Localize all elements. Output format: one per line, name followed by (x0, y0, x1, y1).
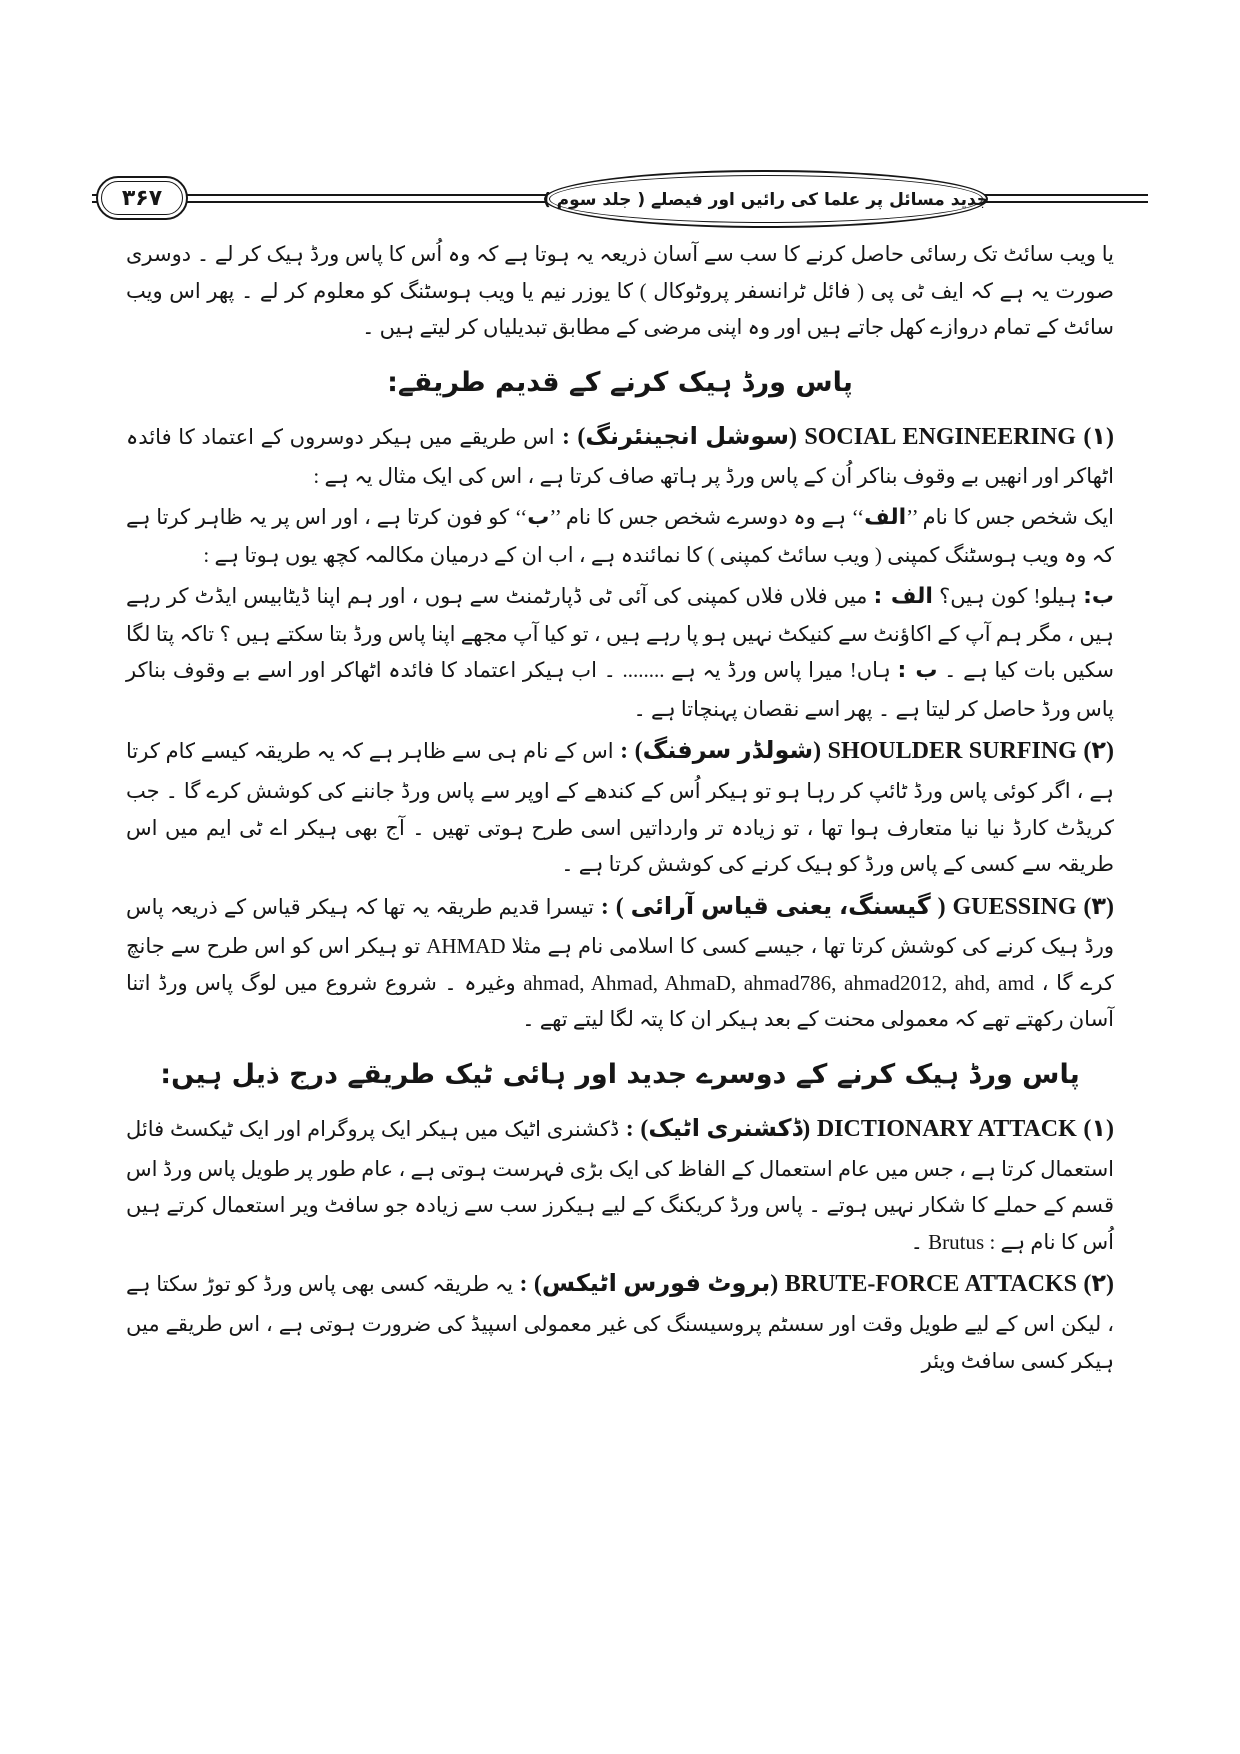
method-item-guessing (126, 887, 1114, 1038)
page-header (92, 172, 1148, 224)
item-text: یہ طریقہ کسی بھی پاس ورڈ کو توڑ سکتا ہے ، لیکن اس کے لیے طویل وقت اور سسٹم پروسیسنگ کی غیر معمولی اسپیڈ کی ضرورت ہوتی ہے ، اس طریقے میں ہیکر کسی سافٹ ویئر (126, 1272, 1114, 1373)
speaker-be-label: ب: (1083, 583, 1114, 609)
method-item-social-engineering (126, 417, 1114, 495)
item-text: ڈکشنری اٹیک میں ہیکر ایک پروگرام اور ایک ٹیکسٹ فائل استعمال کرتا ہے ، جس میں عام استعمال کے الفاظ کی ایک بڑی فہرست ہوتی ہے ، عام طور پر طویل پاس ورڈ اس قسم کے حملے کا شکار نہیں ہوتے ۔ پاس ورڈ کریکنگ کے لیے ہیکرز سب سے زیادہ جو سافٹ ویر استعمال کرتے ہیں اُس کا نام ہے : Brutus ۔ (126, 1116, 1114, 1254)
item-lead: (۲) BRUTE-FORCE ATTACKS (بروٹ فورس اٹیکس) : (513, 1271, 1114, 1298)
method-item-dictionary-attack (126, 1109, 1114, 1260)
dialogue-text: میں فلاں فلاں کمپنی کی آئی ٹی ڈپارٹمنٹ سے ہوں ، اور ہم اپنا ڈیٹابیس ایڈٹ کر رہے ہیں ، مگر ہم آپ کے اکاؤنٹ سے کنیکٹ نہیں ہو پا رہے ہیں ، تو کیا آپ مجھے اپنا پاس ورڈ بتا سکتے ہیں ؟ تاکہ پتا لگا سکیں بات کیا ہے ۔ (126, 583, 1114, 683)
intro-paragraph: یا ویب سائٹ تک رسائی حاصل کرنے کا سب سے آسان ذریعہ یہ ہوتا ہے کہ وہ اُس کا پاس ورڈ ہیک کر لے ۔ دوسری صورت یہ ہے کہ ایف ٹی پی ( فائل ٹرانسفر پروٹوکال ) کا یوزر نیم یا ویب ہوسٹنگ کو معلوم کر لے ۔ پھر اس ویب سائٹ کے تمام دروازے کھل جاتے ہیں اور وہ اپنی مرضی کے مطابق تبدیلیاں کر لیتے ہیں ۔ (126, 242, 1114, 340)
item-lead: (۱) DICTIONARY ATTACK (ڈکشنری اٹیک) : (619, 1115, 1115, 1142)
book-title-oval (544, 170, 988, 228)
example-text: ‘‘ ہے وہ دوسرے شخص جس کا نام ’’ (549, 504, 865, 529)
dialogue-paragraph (126, 578, 1114, 728)
person-alif-label: الف (864, 504, 907, 530)
page-number-badge (96, 176, 188, 220)
book-title: جدید مسائل پر علما کی رائیں اور فیصلے ( جلد سوم ) (542, 189, 990, 210)
dialogue-text: ہیلو! کون ہیں؟ (932, 583, 1084, 608)
section-heading-modern-methods: پاس ورڈ ہیک کرنے کے دوسرے جدید اور ہائی ٹیک طریقے درج ذیل ہیں: (160, 1058, 1080, 1090)
item-lead: (۳) GUESSING ( گیسنگ، یعنی قیاس آرائی ) : (594, 893, 1114, 920)
page-body (126, 236, 1114, 1383)
item-text: اس طریقے میں ہیکر دوسروں کے اعتماد کا فائدہ اٹھاکر اور انھیں بے وقوف بناکر اُن کے پاس ورڈ پر ہاتھ صاف کرتا ہے ، اس کی ایک مثال یہ ہے : (126, 424, 1114, 489)
section-heading-old-methods: پاس ورڈ ہیک کرنے کے قدیم طریقے: (387, 366, 853, 398)
item-lead: (۲) SHOULDER SURFING (شولڈر سرفنگ) : (613, 738, 1114, 765)
example-text: ‘‘ کو فون کرتا ہے ، اور اس پر یہ ظاہر کرتا ہے کہ وہ ویب ہوسٹنگ کمپنی ( ویب سائٹ کمپنی ) کا نمائندہ ہے ، اب ان کے درمیان مکالمہ کچھ یوں ہوتا ہے : (126, 504, 1114, 568)
item-text: اس کے نام ہی سے ظاہر ہے کہ یہ طریقہ کیسے کام کرتا ہے ، اگر کوئی پاس ورڈ ٹائپ کر رہا ہو تو ہیکر اُس کے کندھے کے اوپر سے پاس ورڈ جاننے کی کوشش کرے گا ۔ جب کریڈٹ کارڈ نیا نیا متعارف ہوا تھا ، تو زیادہ تر وارداتیں اسی طرح ہوتی تھیں ۔ آج بھی ہیکر اے ٹی ایم میں اس طریقہ سے کسی کے پاس ورڈ کو ہیک کرنے کی کوشش کرتا ہے ۔ (126, 739, 1114, 877)
person-be-label: ب (527, 504, 550, 530)
dialogue-text: ہاں! میرا پاس ورڈ یہ ہے ........ ۔ اب ہیکر اعتماد کا فائدہ اٹھاکر اور اسے بے وقوف بناکر پاس ورڈ حاصل کر لیتا ہے ۔ پھر اسے نقصان پہنچاتا ہے ۔ (126, 658, 1114, 721)
item-lead: (۱) SOCIAL ENGINEERING (سوشل انجینئرنگ) : (554, 423, 1115, 450)
speaker-be-label: ب : (897, 658, 938, 684)
example-text: ایک شخص جس کا نام ’’ (906, 504, 1115, 529)
example-paragraph (126, 499, 1114, 574)
method-item-shoulder-surfing (126, 731, 1114, 882)
page-number: ۳۶۷ (121, 185, 163, 211)
item-text: تیسرا قدیم طریقہ یہ تھا کہ ہیکر قیاس کے ذریعہ پاس ورڈ ہیک کرنے کی کوشش کرتا تھا ، جیسے کسی کا اسلامی نام ہے مثلا AHMAD تو ہیکر اس کو اس طرح سے جانچ کرے گا ، ahmad, Ahmad, AhmaD, ahmad786, ahmad2012, ahd, amd وغیرہ ۔ شروع شروع میں لوگ پاس ورڈ اتنا آسان رکھتے تھے کہ معمولی محنت کے بعد ہیکر ان کا پتہ لگا لیتے تھے ۔ (126, 894, 1114, 1032)
speaker-alif-label: الف : (873, 583, 933, 609)
method-item-brute-force (126, 1264, 1114, 1379)
